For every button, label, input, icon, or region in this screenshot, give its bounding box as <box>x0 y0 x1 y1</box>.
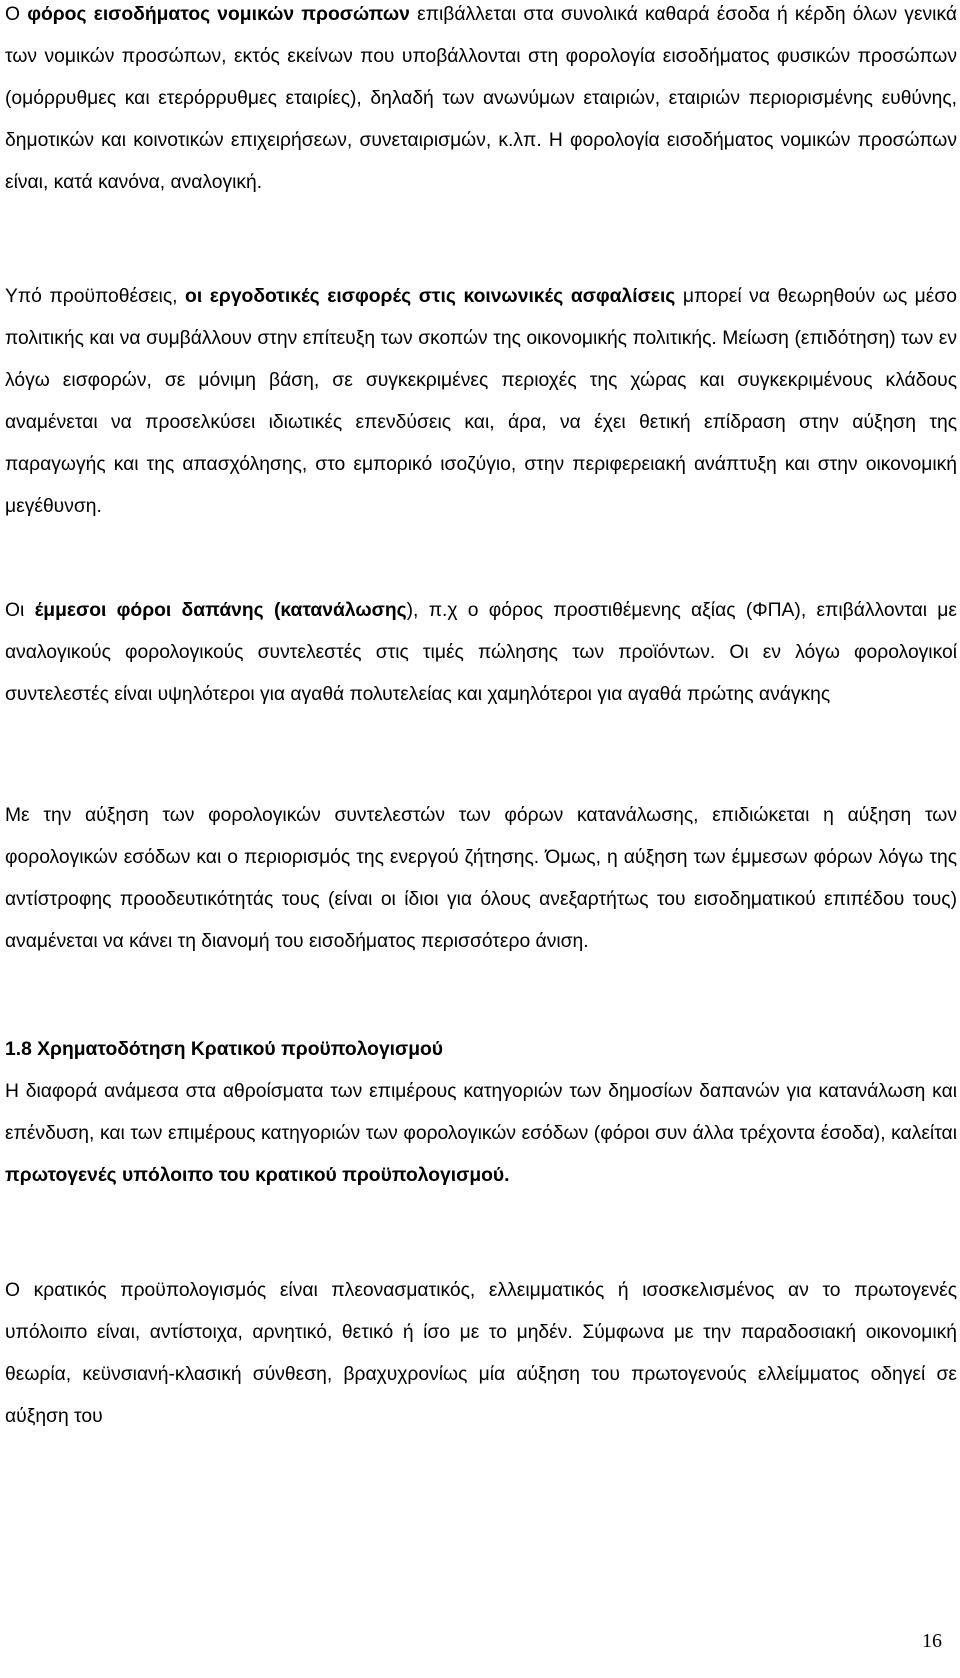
bold-term: πρωτογενές υπόλοιπο του κρατικού προϋπολογισμού. <box>5 1165 510 1186</box>
text-segment: Υπό προϋποθέσεις, <box>5 286 186 307</box>
paragraph-corporate-income-tax <box>5 0 957 204</box>
paragraph-consumption-tax-increase <box>5 795 957 963</box>
text-segment: επιβάλλεται στα συνολικά καθαρά έσοδα ή κέρδη όλων γενικά των νομικών προσώπων, εκτός εκείνων που υποβάλλονται στη φορολογία εισοδήματος φυσικών προσώπων (ομόρρυθμες και ετερόρρυθμες εταιρίες), δηλαδή των ανωνύμων εταιριών, εταιριών περιορισμένης ευθύνης, δημοτικών και κοινοτικών επιχειρήσεων, συνεταιρισμών, κ.λπ. Η φορολογία εισοδήματος νομικών προσώπων είναι, κατά κανόνα, αναλογική. <box>5 4 958 193</box>
bold-term: οι εργοδοτικές εισφορές στις κοινωνικές ασφαλίσεις <box>185 286 676 307</box>
text-segment: μπορεί να θεωρηθούν ως μέσο πολιτικής και να συμβάλλουν στην επίτευξη των σκοπών της οικονομικής πολιτικής. Μείωση (επιδότηση) των εν λόγω εισφορών, σε μόνιμη βάση, σε συγκεκριμένες περιοχές της χώρας και συγκεκριμένους κλάδους αναμένεται να προσελκύσει ιδιωτικές επενδύσεις και, άρα, να έχει θετική επίδραση στην αύξηση της παραγωγής και της απασχόλησης, στο εμπορικό ισοζύγιο, στην περιφερειακή ανάπτυξη και στην οικονομική μεγέθυνση. <box>5 286 957 517</box>
paragraph-primary-balance <box>5 1071 957 1197</box>
text-segment: Ο <box>5 4 28 25</box>
text-segment: Οι <box>5 600 35 621</box>
bold-term: έμμεσοι φόροι δαπάνης (κατανάλωσης <box>34 600 407 621</box>
page-number: 16 <box>922 1630 942 1652</box>
paragraph-budget-types <box>5 1270 957 1438</box>
section-heading: 1.8 Χρηματοδότηση Κρατικού προϋπολογισμού <box>5 1039 444 1060</box>
text-segment: Ο κρατικός προϋπολογισμός είναι πλεονασματικός, ελλειμματικός ή ισοσκελισμένος αν το πρωτογενές υπόλοιπο είναι, αντίστοιχα, αρνητικό, θετικό ή ίσο με το μηδέν. Σύμφωνα με την παραδοσιακή οικονομική θεωρία, κεϋνσιανή-κλασική σύνθεση, βραχυχρονίως μία αύξηση του πρωτογενούς ελλείμματος οδηγεί σε αύξηση του <box>5 1280 957 1427</box>
text-segment: Η διαφορά ανάμεσα στα αθροίσματα των επιμέρους κατηγοριών των δημοσίων δαπανών για κατανάλωση και επένδυση, και των επιμέρους κατηγοριών των φορολογικών εσόδων (φόροι συν άλλα τρέχοντα έσοδα), καλείται <box>5 1081 957 1144</box>
text-segment: ), π.χ ο φόρος προστιθέμενης αξίας (ΦΠΑ), επιβάλλονται με αναλογικούς φορολογικούς συντελεστές στις τιμές πώλησης των προϊόντων. Οι εν λόγω φορολογικοί συντελεστές είναι υψηλότεροι για αγαθά πολυτελείας και χαμηλότεροι για αγαθά πρώτης ανάγκης <box>5 600 958 705</box>
bold-term: φόρος εισοδήματος νομικών προσώπων <box>27 4 410 25</box>
paragraph-indirect-taxes <box>5 590 957 716</box>
paragraph-employer-contributions <box>5 276 957 528</box>
text-segment: Με την αύξηση των φορολογικών συντελεστών των φόρων κατανάλωσης, επιδιώκεται η αύξηση των φορολογικών εσόδων και ο περιορισμός της ενεργού ζήτησης. Όμως, η αύξηση των έμμεσων φόρων λόγω της αντίστροφης προοδευτικότητάς τους (είναι οι ίδιοι για όλους ανεξαρτήτως του εισοδηματικού επιπέδου τους) αναμένεται να κάνει τη διανομή του εισοδήματος περισσότερο άνιση. <box>5 805 957 952</box>
